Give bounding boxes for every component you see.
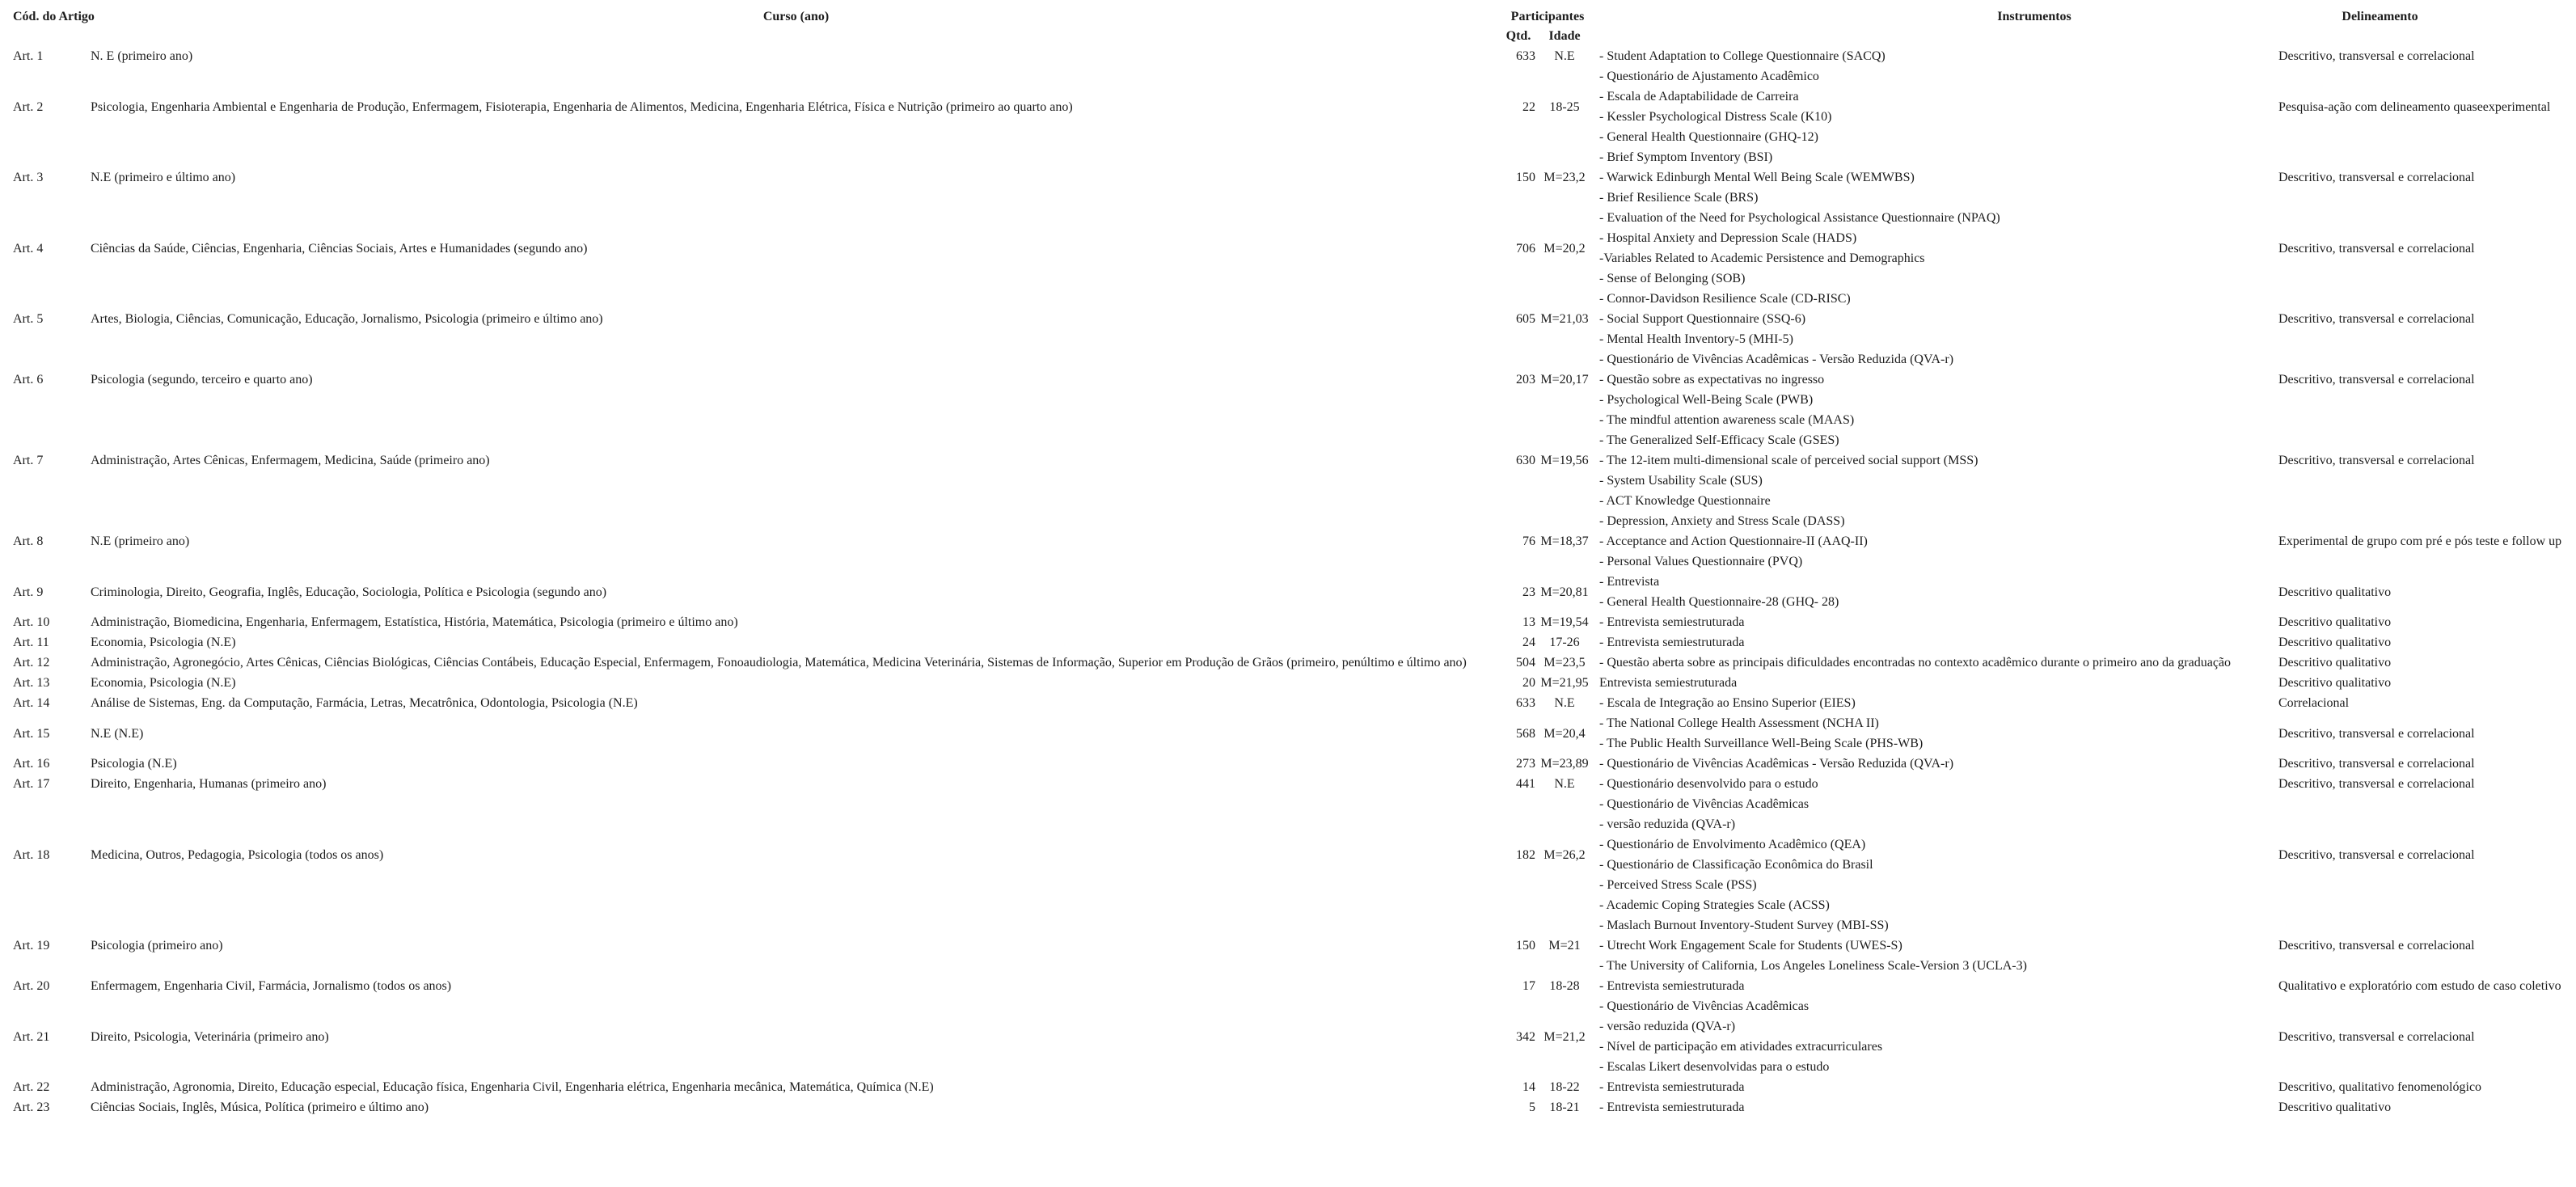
instrumentos-cell [1594, 46, 2273, 66]
instrument-line: - Personal Values Questionnaire (PVQ) [1599, 555, 1803, 568]
article-code-cell: Art. 20 [13, 979, 50, 993]
article-code-cell: Art. 9 [13, 585, 44, 599]
instrument-line: - Perceived Stress Scale (PSS) [1599, 878, 1757, 892]
qtd-cell: 24 [1522, 636, 1535, 649]
instrument-line: - Brief Resilience Scale (BRS) [1599, 191, 1759, 205]
delineamento-cell: Descritivo, transversal e correlacional [2278, 939, 2475, 953]
qtd-cell: 633 [1516, 49, 1535, 63]
table-row [0, 410, 2576, 511]
instrument-line: - Questionário desenvolvido para o estudo [1599, 777, 1818, 791]
table-row [0, 653, 2576, 673]
table-row [0, 349, 2576, 410]
idade-cell: M=20,2 [1543, 241, 1586, 256]
curso-cell: N. E (primeiro ano) [91, 49, 193, 63]
curso-cell: Análise de Sistemas, Eng. da Computação, Farmácia, Letras, Mecatrônica, Odontologia, Psicologia (N.E) [91, 696, 638, 710]
curso-cell: Direito, Psicologia, Veterinária (primeiro ano) [91, 1029, 329, 1044]
instrument-line: - Student Adaptation to College Questionnaire (SACQ) [1599, 49, 1886, 63]
instrument-line: - Questionário de Ajustamento Acadêmico [1599, 70, 1819, 83]
instrument-line: - Entrevista semiestruturada [1599, 615, 1745, 629]
instrumentos-cell [1594, 208, 2273, 289]
qtd-cell: 504 [1516, 656, 1535, 670]
delineamento-cell: Descritivo qualitativo [2278, 676, 2392, 690]
instrument-line: - Questão sobre as expectativas no ingresso [1599, 373, 1825, 387]
qtd-cell: 568 [1516, 726, 1535, 741]
article-code-cell: Art. 21 [13, 1029, 50, 1044]
curso-cell: Psicologia (N.E) [91, 757, 177, 771]
idade-cell: M=21 [1548, 939, 1581, 953]
instrument-line: - Escalas Likert desenvolvidas para o estudo [1599, 1060, 1830, 1074]
table-row [0, 996, 2576, 1077]
idade-cell: M=26,2 [1543, 847, 1586, 862]
table-row [0, 915, 2576, 976]
qtd-cell: 706 [1516, 241, 1535, 256]
instrument-line: - Psychological Well-Being Scale (PWB) [1599, 393, 1814, 407]
instrument-line: - The University of California, Los Angeles Loneliness Scale-Version 3 (UCLA-3) [1599, 959, 2027, 973]
qtd-cell: 342 [1516, 1029, 1535, 1044]
instrument-line: - Connor-Davidson Resilience Scale (CD-RISC) [1599, 292, 1851, 306]
articles-review-table [0, 7, 2576, 1117]
instrumentos-cell [1594, 572, 2273, 612]
idade-cell: N.E [1554, 49, 1575, 63]
instrument-line: - The 12-item multi-dimensional scale of perceived social support (MSS) [1599, 454, 1978, 467]
qtd-cell: 441 [1516, 777, 1535, 791]
instrumentos-cell [1594, 1077, 2273, 1097]
instrument-line: - Entrevista semiestruturada [1599, 1080, 1745, 1094]
curso-cell: Ciências Sociais, Inglês, Música, Política (primeiro e último ano) [91, 1100, 429, 1114]
delineamento-cell: Descritivo, transversal e correlacional [2278, 847, 2475, 862]
instrument-line: - Mental Health Inventory-5 (MHI-5) [1599, 332, 1793, 346]
instrument-line: - ACT Knowledge Questionnaire [1599, 494, 1771, 508]
instrument-line: Entrevista semiestruturada [1599, 676, 1738, 690]
article-code-cell: Art. 5 [13, 312, 44, 326]
qtd-cell: 182 [1516, 847, 1535, 862]
delineamento-cell: Descritivo, transversal e correlacional [2278, 757, 2475, 771]
table-row [0, 774, 2576, 794]
article-code-cell: Art. 3 [13, 171, 44, 184]
header-participantes: Participantes [1510, 10, 1585, 23]
delineamento-cell: Descritivo qualitativo [2278, 1100, 2392, 1114]
idade-cell: M=20,4 [1543, 726, 1586, 741]
delineamento-cell: Experimental de grupo com pré e pós teste e follow up [2278, 534, 2562, 548]
instrument-line: - versão reduzida (QVA-r) [1599, 1020, 1736, 1033]
table-row [0, 511, 2576, 572]
delineamento-cell: Descritivo, transversal e correlacional [2278, 454, 2475, 467]
table-row [0, 1097, 2576, 1117]
header-qtd: Qtd. [1505, 29, 1531, 43]
instrument-line: - General Health Questionnaire (GHQ-12) [1599, 130, 1819, 144]
delineamento-cell: Descritivo, transversal e correlacional [2278, 777, 2475, 791]
instrument-line: - Utrecht Work Engagement Scale for Students (UWES-S) [1599, 939, 1902, 953]
qtd-cell: 14 [1522, 1080, 1535, 1094]
curso-cell: N.E (primeiro e último ano) [91, 171, 236, 184]
article-code-cell: Art. 2 [13, 99, 44, 114]
curso-cell: Psicologia, Engenharia Ambiental e Engenharia de Produção, Enfermagem, Fisioterapia, Engenharia de Alimentos, Medicina, Engenharia Elétrica, Física e Nutrição (primeiro ao quarto ano) [91, 99, 1073, 114]
delineamento-cell: Descritivo qualitativo [2278, 615, 2392, 629]
instrumentos-cell [1594, 774, 2273, 794]
delineamento-cell: Correlacional [2278, 696, 2350, 710]
idade-cell: M=23,5 [1543, 656, 1586, 670]
table-row [0, 572, 2576, 612]
instrument-line: - Acceptance and Action Questionnaire-II (AAQ-II) [1599, 534, 1868, 548]
instrument-line: - Questionário de Classificação Econômica do Brasil [1599, 858, 1873, 872]
curso-cell: Administração, Agronomia, Direito, Educação especial, Educação física, Engenharia Civil, Engenharia elétrica, Engenharia mecânica, Matemática, Química (N.E) [91, 1080, 934, 1094]
curso-cell: Ciências da Saúde, Ciências, Engenharia, Ciências Sociais, Artes e Humanidades (segundo ano) [91, 241, 588, 256]
article-code-cell: Art. 14 [13, 696, 50, 710]
instrumentos-cell [1594, 632, 2273, 653]
instrument-line: - Hospital Anxiety and Depression Scale (HADS) [1599, 231, 1857, 245]
instrument-line: - Evaluation of the Need for Psychological Assistance Questionnaire (NPAQ) [1599, 211, 2000, 225]
table-row [0, 632, 2576, 653]
delineamento-cell: Pesquisa-ação com delineamento quaseexperimental [2278, 99, 2551, 114]
instrument-line: - Academic Coping Strategies Scale (ACSS) [1599, 898, 1830, 912]
instrument-line: - Questionário de Vivências Acadêmicas [1599, 999, 1810, 1013]
idade-cell: M=19,54 [1540, 615, 1589, 629]
qtd-cell: 605 [1516, 312, 1535, 326]
delineamento-cell: Descritivo, transversal e correlacional [2278, 241, 2475, 256]
idade-cell: 18-25 [1549, 99, 1580, 114]
table-row [0, 1077, 2576, 1097]
instrument-line: - The Generalized Self-Efficacy Scale (GSES) [1599, 433, 1839, 447]
header-idade: Idade [1548, 29, 1581, 43]
idade-cell: N.E [1554, 777, 1575, 791]
qtd-cell: 203 [1516, 373, 1535, 387]
instrumentos-cell [1594, 754, 2273, 774]
article-code-cell: Art. 11 [13, 636, 49, 649]
table-row [0, 612, 2576, 632]
article-code-cell: Art. 23 [13, 1100, 50, 1114]
idade-cell: M=21,2 [1543, 1029, 1586, 1044]
instrument-line: - Nível de participação em atividades extracurriculares [1599, 1040, 1883, 1054]
delineamento-cell: Descritivo qualitativo [2278, 636, 2392, 649]
instrument-line: - Sense of Belonging (SOB) [1599, 272, 1746, 285]
instrumentos-cell [1594, 612, 2273, 632]
idade-cell: M=19,56 [1540, 454, 1589, 467]
table-row [0, 754, 2576, 774]
qtd-cell: 273 [1516, 757, 1535, 771]
article-code-cell: Art. 8 [13, 534, 44, 548]
idade-cell: 18-22 [1549, 1080, 1580, 1094]
header-curso-ano: Curso (ano) [762, 10, 830, 23]
instrument-line: - Entrevista semiestruturada [1599, 636, 1745, 649]
table-row [0, 693, 2576, 713]
curso-cell: Economia, Psicologia (N.E) [91, 676, 236, 690]
qtd-cell: 76 [1522, 534, 1535, 548]
table-row [0, 673, 2576, 693]
article-code-cell: Art. 10 [13, 615, 50, 629]
article-code-cell: Art. 18 [13, 847, 50, 862]
instrument-line: - Escala de Integração ao Ensino Superior (EIES) [1599, 696, 1856, 710]
article-code-cell: Art. 22 [13, 1080, 50, 1094]
article-code-cell: Art. 19 [13, 939, 50, 953]
instrumentos-cell [1594, 1097, 2273, 1117]
instrumentos-cell [1594, 410, 2273, 511]
article-code-cell: Art. 7 [13, 454, 44, 467]
instrument-line: -Variables Related to Academic Persistence and Demographics [1599, 251, 1925, 265]
instrumentos-cell [1594, 289, 2273, 349]
idade-cell: M=20,17 [1540, 373, 1589, 387]
idade-cell: 17-26 [1549, 636, 1580, 649]
table-row [0, 46, 2576, 66]
instrument-line: - Questionário de Vivências Acadêmicas - Versão Reduzida (QVA-r) [1599, 757, 1954, 771]
qtd-cell: 5 [1529, 1100, 1535, 1114]
instrument-line: - Kessler Psychological Distress Scale (K10) [1599, 110, 1832, 124]
instrumentos-cell [1594, 653, 2273, 673]
instrumentos-cell [1594, 976, 2273, 996]
instrumentos-cell [1594, 915, 2273, 976]
curso-cell: Artes, Biologia, Ciências, Comunicação, Educação, Jornalismo, Psicologia (primeiro e último ano) [91, 312, 603, 326]
article-code-cell: Art. 15 [13, 726, 50, 741]
delineamento-cell: Descritivo qualitativo [2278, 656, 2392, 670]
idade-cell: M=21,95 [1540, 676, 1589, 690]
delineamento-cell: Descritivo, transversal e correlacional [2278, 726, 2475, 741]
instrument-line: - Questionário de Vivências Acadêmicas [1599, 797, 1810, 811]
instrumentos-cell [1594, 349, 2273, 410]
idade-cell: M=23,2 [1543, 171, 1586, 184]
idade-cell: 18-21 [1549, 1100, 1580, 1114]
idade-cell: M=23,89 [1540, 757, 1589, 771]
curso-cell: N.E (primeiro ano) [91, 534, 190, 548]
article-code-cell: Art. 13 [13, 676, 50, 690]
instrument-line: - Questão aberta sobre as principais dificuldades encontradas no contexto acadêmico durante o primeiro ano da graduação [1599, 656, 2232, 670]
curso-cell: Administração, Biomedicina, Engenharia, Enfermagem, Estatística, História, Matemática, Psicologia (primeiro e último ano) [91, 615, 738, 629]
table-row [0, 208, 2576, 289]
qtd-cell: 13 [1522, 615, 1535, 629]
instrument-line: - Questionário de Vivências Acadêmicas - Versão Reduzida (QVA-r) [1599, 353, 1954, 366]
instrument-line: - Brief Symptom Inventory (BSI) [1599, 150, 1773, 164]
instrument-line: - Escala de Adaptabilidade de Carreira [1599, 90, 1799, 103]
instrumentos-cell [1594, 794, 2273, 915]
instrument-line: - The mindful attention awareness scale (MAAS) [1599, 413, 1855, 427]
instrument-line: - Maslach Burnout Inventory-Student Survey (MBI-SS) [1599, 919, 1889, 932]
qtd-cell: 150 [1516, 171, 1535, 184]
curso-cell: N.E (N.E) [91, 726, 144, 741]
table-body [0, 46, 2576, 1117]
curso-cell: Direito, Engenharia, Humanas (primeiro ano) [91, 777, 327, 791]
qtd-cell: 633 [1516, 696, 1535, 710]
instrument-line: - Social Support Questionnaire (SSQ-6) [1599, 312, 1806, 326]
article-code-cell: Art. 12 [13, 656, 50, 670]
delineamento-cell: Descritivo, transversal e correlacional [2278, 49, 2475, 63]
header-instrumentos: Instrumentos [1997, 10, 2071, 23]
instrument-line: - General Health Questionnaire-28 (GHQ- 28) [1599, 595, 1839, 609]
table-row [0, 289, 2576, 349]
instrument-line: - versão reduzida (QVA-r) [1599, 817, 1736, 831]
delineamento-cell: Descritivo qualitativo [2278, 585, 2392, 599]
idade-cell: M=18,37 [1540, 534, 1589, 548]
qtd-cell: 630 [1516, 454, 1535, 467]
idade-cell: N.E [1554, 696, 1575, 710]
curso-cell: Administração, Agronegócio, Artes Cênicas, Ciências Biológicas, Ciências Contábeis, Educação Especial, Enfermagem, Fonoaudiologia, Matemática, Medicina Veterinária, Sistemas de Informação, Superior em Produção de Grãos (primeiro, penúltimo e último ano) [91, 656, 1467, 670]
instrumentos-cell [1594, 511, 2273, 572]
curso-cell: Medicina, Outros, Pedagogia, Psicologia (todos os anos) [91, 847, 384, 862]
delineamento-cell: Descritivo, qualitativo fenomenológico [2278, 1080, 2482, 1094]
instrument-line: - Questionário de Envolvimento Acadêmico (QEA) [1599, 838, 1866, 851]
table-row [0, 794, 2576, 915]
instrumentos-cell [1594, 147, 2273, 208]
table-row [0, 147, 2576, 208]
qtd-cell: 22 [1522, 99, 1535, 114]
article-code-cell: Art. 6 [13, 373, 44, 387]
delineamento-cell: Descritivo, transversal e correlacional [2278, 1029, 2475, 1044]
curso-cell: Criminologia, Direito, Geografia, Inglês, Educação, Sociologia, Política e Psicologia (segundo ano) [91, 585, 607, 599]
header-delineamento: Delineamento [2342, 10, 2418, 23]
qtd-cell: 23 [1522, 585, 1535, 599]
table-row [0, 66, 2576, 147]
instrument-line: - The National College Health Assessment (NCHA II) [1599, 716, 1879, 730]
table-header [0, 7, 2576, 46]
delineamento-cell: Descritivo, transversal e correlacional [2278, 373, 2475, 387]
qtd-cell: 150 [1516, 939, 1535, 953]
idade-cell: M=21,03 [1540, 312, 1589, 326]
curso-cell: Economia, Psicologia (N.E) [91, 636, 236, 649]
curso-cell: Administração, Artes Cênicas, Enfermagem, Medicina, Saúde (primeiro ano) [91, 454, 490, 467]
curso-cell: Psicologia (segundo, terceiro e quarto ano) [91, 373, 313, 387]
instrument-line: - Entrevista semiestruturada [1599, 1100, 1745, 1114]
idade-cell: M=20,81 [1540, 585, 1589, 599]
article-code-cell: Art. 17 [13, 777, 50, 791]
instrument-line: - Depression, Anxiety and Stress Scale (DASS) [1599, 514, 1845, 528]
table-row [0, 976, 2576, 996]
instrument-line: - Entrevista [1599, 575, 1660, 589]
qtd-cell: 17 [1522, 979, 1535, 993]
article-code-cell: Art. 4 [13, 241, 44, 256]
instrument-line: - System Usability Scale (SUS) [1599, 474, 1763, 488]
article-code-cell: Art. 16 [13, 757, 50, 771]
instrument-line: - Warwick Edinburgh Mental Well Being Scale (WEMWBS) [1599, 171, 1915, 184]
curso-cell: Enfermagem, Engenharia Civil, Farmácia, Jornalismo (todos os anos) [91, 979, 452, 993]
article-code-cell: Art. 1 [13, 49, 44, 63]
delineamento-cell: Descritivo, transversal e correlacional [2278, 171, 2475, 184]
table-row [0, 713, 2576, 754]
curso-cell: Psicologia (primeiro ano) [91, 939, 223, 953]
instrumentos-cell [1594, 693, 2273, 713]
instrumentos-cell [1594, 673, 2273, 693]
qtd-cell: 20 [1522, 676, 1535, 690]
header-cod-do-artigo: Cód. do Artigo [13, 10, 95, 23]
delineamento-cell: Descritivo, transversal e correlacional [2278, 312, 2475, 326]
idade-cell: 18-28 [1549, 979, 1580, 993]
instrument-line: - Entrevista semiestruturada [1599, 979, 1745, 993]
instrumentos-cell [1594, 713, 2273, 754]
instrument-line: - The Public Health Surveillance Well-Being Scale (PHS-WB) [1599, 737, 1924, 750]
delineamento-cell: Qualitativo e exploratório com estudo de caso coletivo [2278, 979, 2561, 993]
instrumentos-cell [1594, 996, 2273, 1077]
instrumentos-cell [1594, 66, 2273, 147]
